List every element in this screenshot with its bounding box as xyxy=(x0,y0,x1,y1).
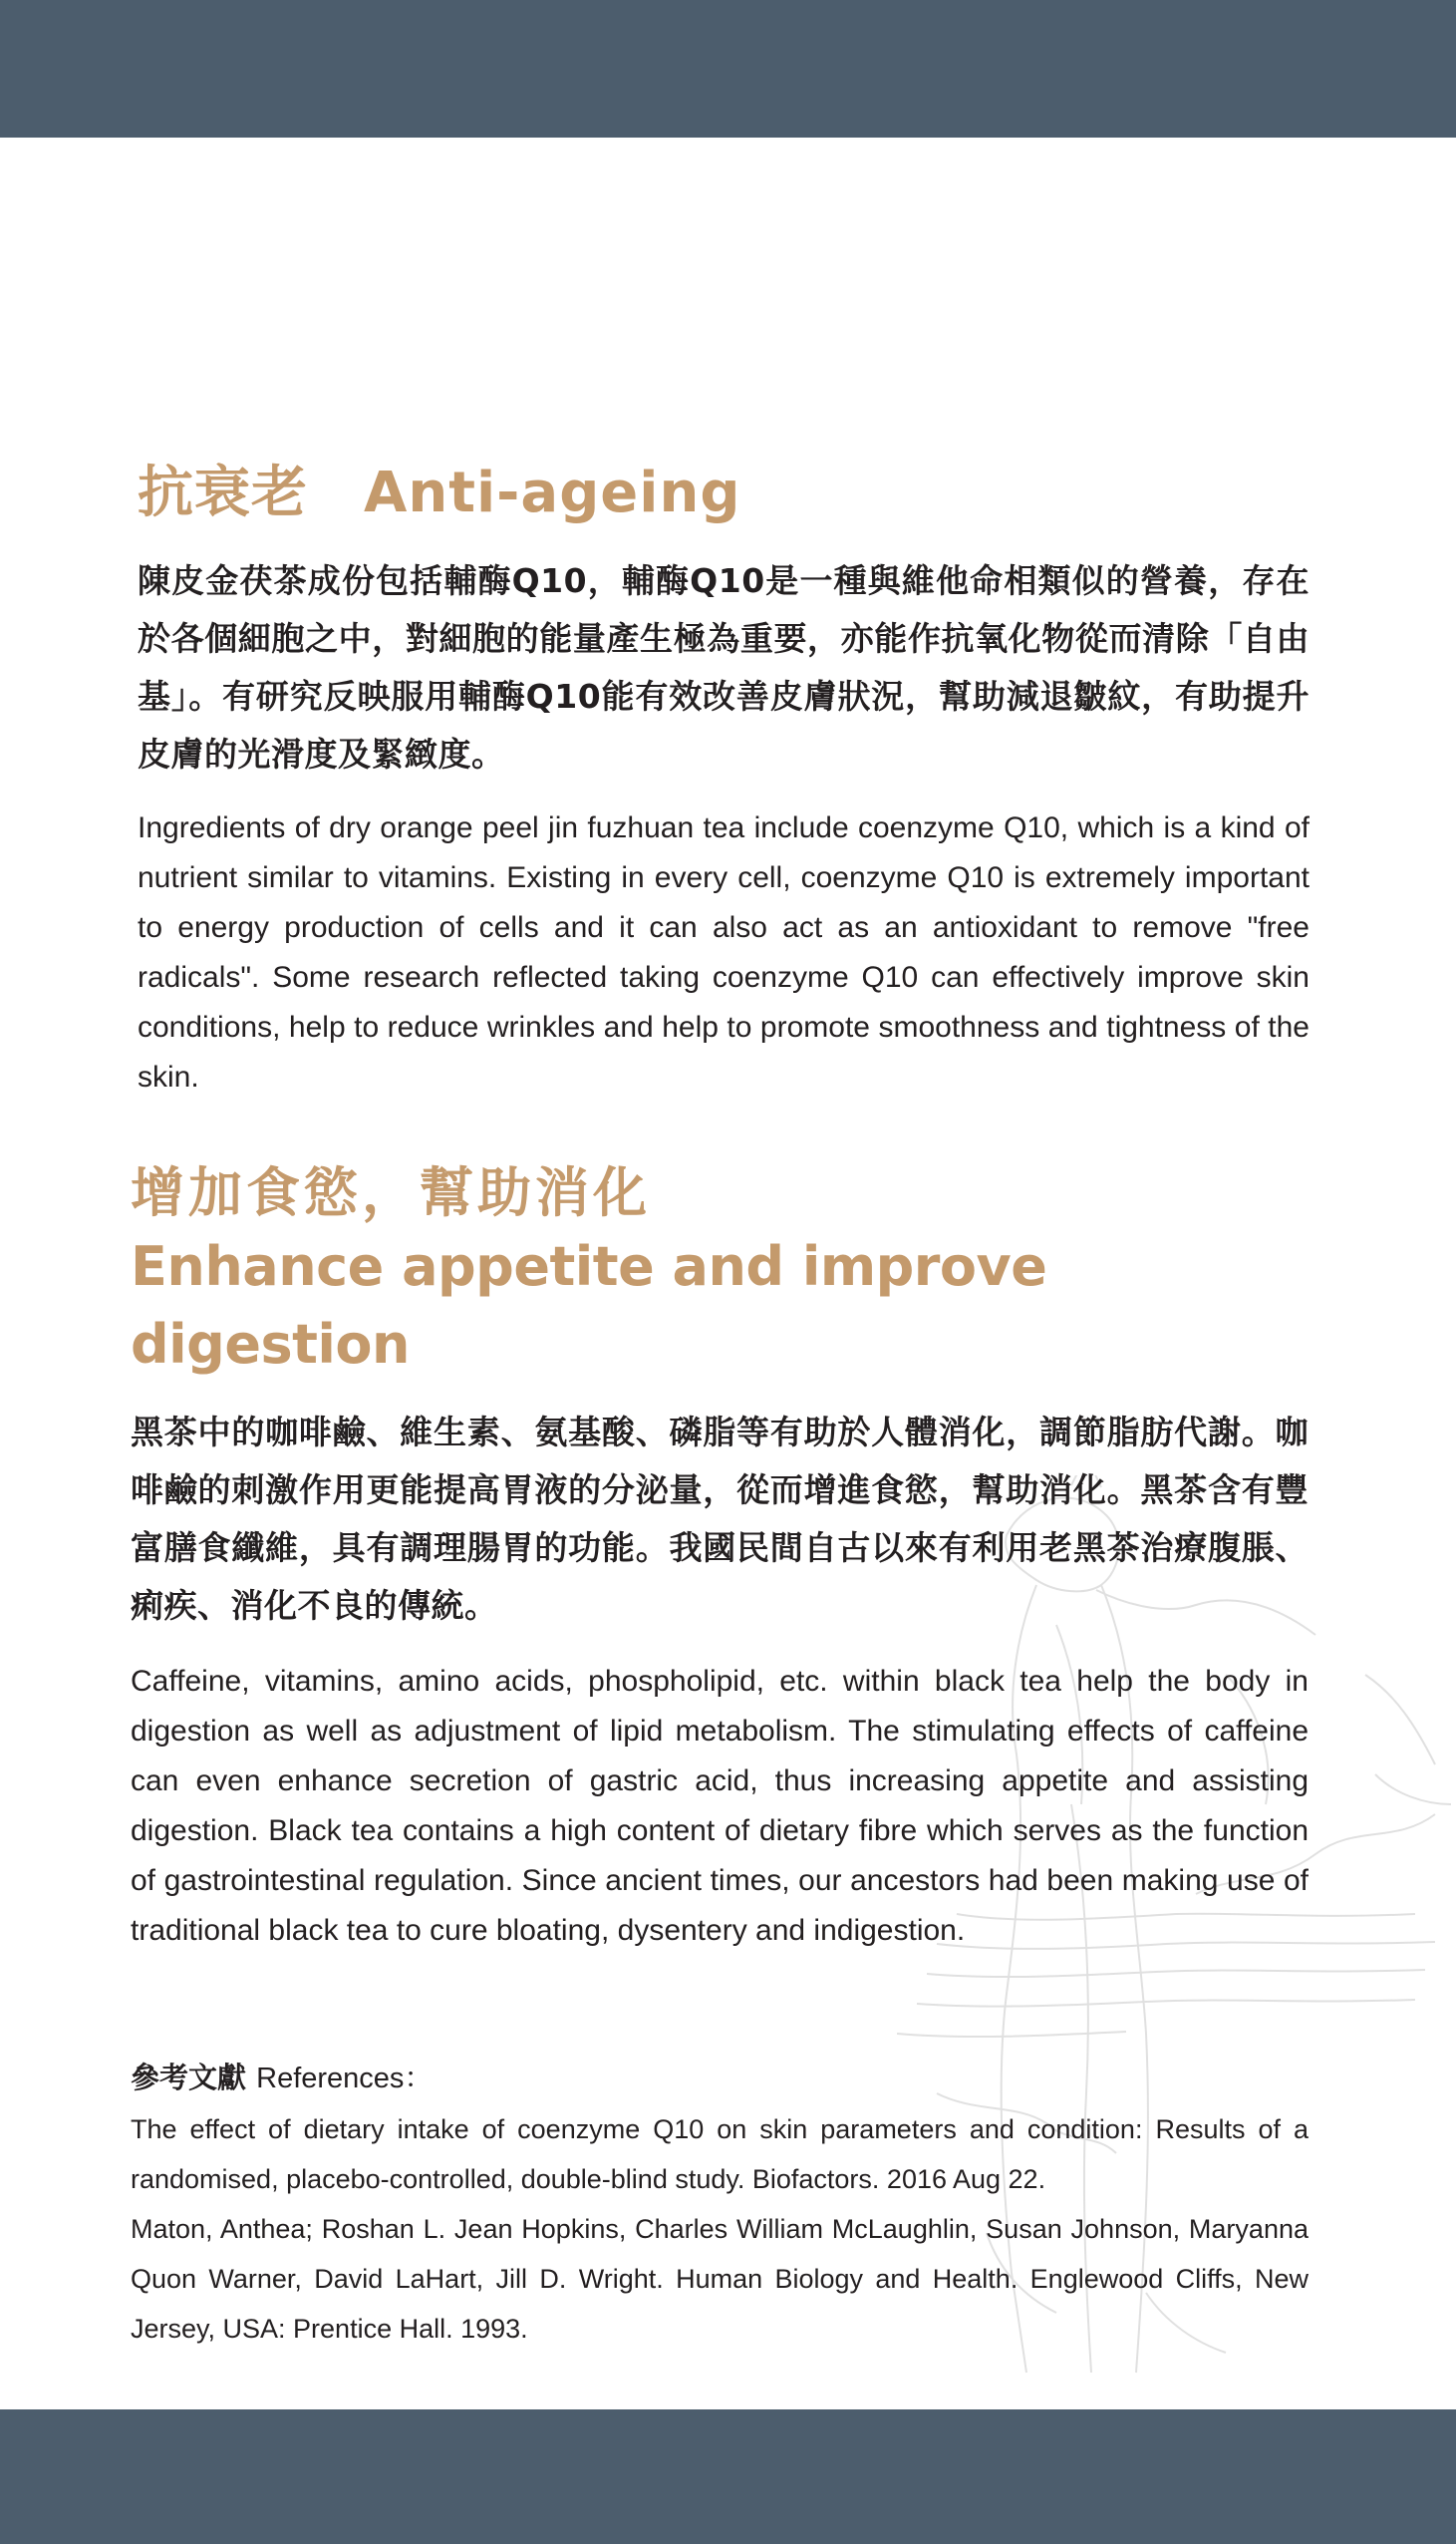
references-title-en: References： xyxy=(256,2063,434,2094)
anti-ageing-heading-zh: 抗衰老 xyxy=(138,461,308,525)
anti-ageing-heading xyxy=(138,461,1310,526)
anti-ageing-body-en: Ingredients of dry orange peel jin fuzhuan tea include coenzyme Q10, which is a kind of nutrient similar to vitamins. Existing in every cell, coenzyme Q10 is extremely important to energy production of cells and it can also act as an antioxidant to remove "free radicals". Some research reflected taking coenzyme Q10 can effectively improve skin conditions, help to reduce wrinkles and help to promote smoothness and tightness of the skin. xyxy=(138,811,1310,1094)
anti-ageing-body-zh: 陳皮金茯茶成份包括輔酶Q10，輔酶Q10是一種與維他命相類似的營養，存在於各個細胞之中，對細胞的能量產生極為重要，亦能作抗氧化物從而清除「自由基」。有研究反映服用輔酶Q10能有效改善皮膚狀況，幫助減退皺紋，有助提升皮膚的光滑度及緊緻度。 xyxy=(138,561,1310,774)
digestion-body-en: Caffeine, vitamins, amino acids, phospholipid, etc. within black tea help the body in digestion as well as adjustment of lipid metabolism. The stimulating effects of caffeine can even enhance secretion of gastric acid, thus increasing appetite and assisting digestion. Black tea contains a high content of dietary fibre which serves as the function of gastrointestinal regulation. Since ancient times, our ancestors had been making use of traditional black tea to cure bloating, dysentery and indigestion. xyxy=(131,1665,1309,1947)
digestion-heading-en: Enhance appetite and improve digestion xyxy=(131,1235,1047,1376)
top-band xyxy=(0,0,1456,138)
reference-item: Maton, Anthea; Roshan L. Jean Hopkins, Charles William McLaughlin, Susan Johnson, Maryanna Quon Warner, David LaHart, Jill D. Wright. Human Biology and Health. Englewood Cliffs, New Jersey, USA: Prentice Hall. 1993. xyxy=(131,2214,1309,2344)
references-title xyxy=(131,2058,1309,2098)
anti-ageing-section xyxy=(138,461,1310,1103)
references-section xyxy=(131,2058,1309,2354)
anti-ageing-heading-en: Anti-ageing xyxy=(364,461,741,525)
reference-item: The effect of dietary intake of coenzyme Q10 on skin parameters and condition: Results of a randomised, placebo-controlled, double-blind study. Biofactors. 2016 Aug 22. xyxy=(131,2114,1309,2194)
digestion-section xyxy=(131,1158,1309,1956)
digestion-body-zh: 黑茶中的咖啡鹼、維生素、氨基酸、磷脂等有助於人體消化，調節脂肪代謝。咖啡鹼的刺激作用更能提高胃液的分泌量，從而增進食慾，幫助消化。黑茶含有豐富膳食纖維，具有調理腸胃的功能。我國民間自古以來有利用老黑茶治療腹脹、痢疾、消化不良的傳統。 xyxy=(131,1413,1309,1625)
digestion-heading-zh: 增加食慾，幫助消化 xyxy=(131,1161,651,1224)
references-title-zh: 參考文獻 xyxy=(131,2061,247,2094)
bottom-band xyxy=(0,2409,1456,2544)
